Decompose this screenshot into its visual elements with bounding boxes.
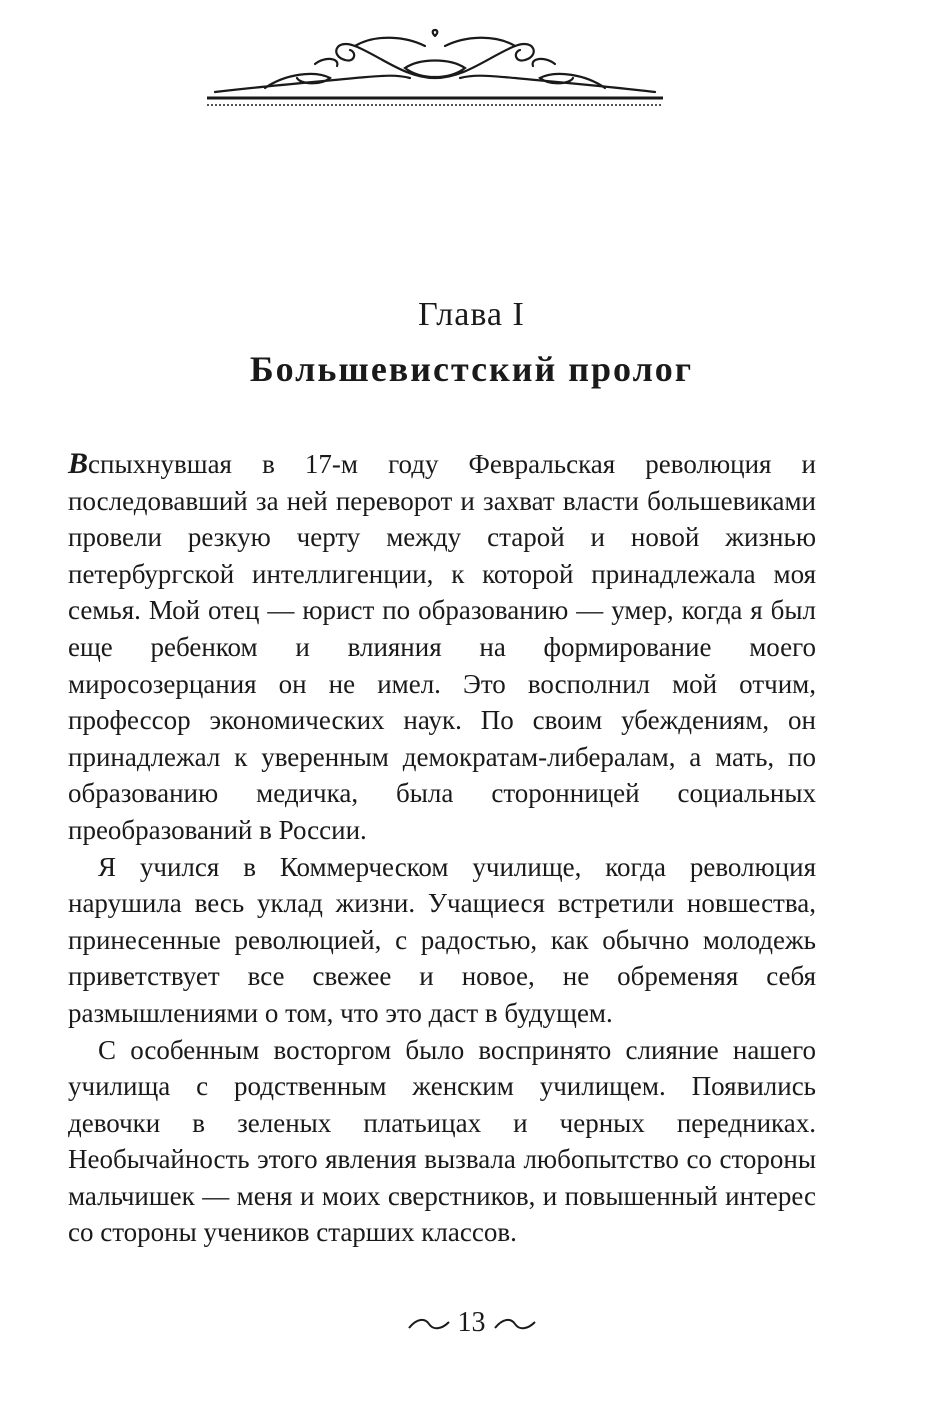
paragraph: Я учился в Коммерческом училище, когда революция нарушила весь уклад жизни. Учащиеся встретили новшества, принесенные революцией, с радостью, как обычно молодежь приветствует все свежее и новое, не обременяя себя размышлениями о том, что это даст в будущем. [68,851,816,1028]
chapter-title: Глава I [418,296,525,333]
body-text [68,446,816,1251]
paragraph [68,446,816,849]
page-footer [0,1307,943,1339]
paragraph-text: спыхнувшая в 17-м году Февральская революция и последовавший за ней переворот и захват власти большевиками провели резкую черту между старой и новой жизнью петербургской интеллигенции, к которой принадлежала моя семья. Мой отец — юрист по образованию — умер, когда я был еще ребенком и влияния на формирование моего миросозерцания он не имел. Это восполнил мой отчим, профессор экономических наук. По своим убеждениям, он принадлежал к уверенным демократам-либералам, а мать, по образованию медичка, была сторонницей социальных преобразований в России. [68,449,816,845]
tilde-ornament-right-icon [493,1318,537,1332]
drop-cap: В [68,447,89,480]
chapter-header-ornament [205,16,665,116]
tilde-ornament-left-icon [407,1318,451,1332]
chapter-subtitle: Большевистский пролог [249,349,694,389]
page-number: 13 [457,1307,486,1338]
paragraph: С особенным восторгом было воспринято слияние нашего училища с родственным женским училищем. Появились девочки в зеленых платьицах и черных передниках. Необычайность этого явления вызвала любопытство со стороны мальчишек — меня и моих сверстников, и повышенный интерес со стороны учеников старших классов. [68,1034,816,1248]
